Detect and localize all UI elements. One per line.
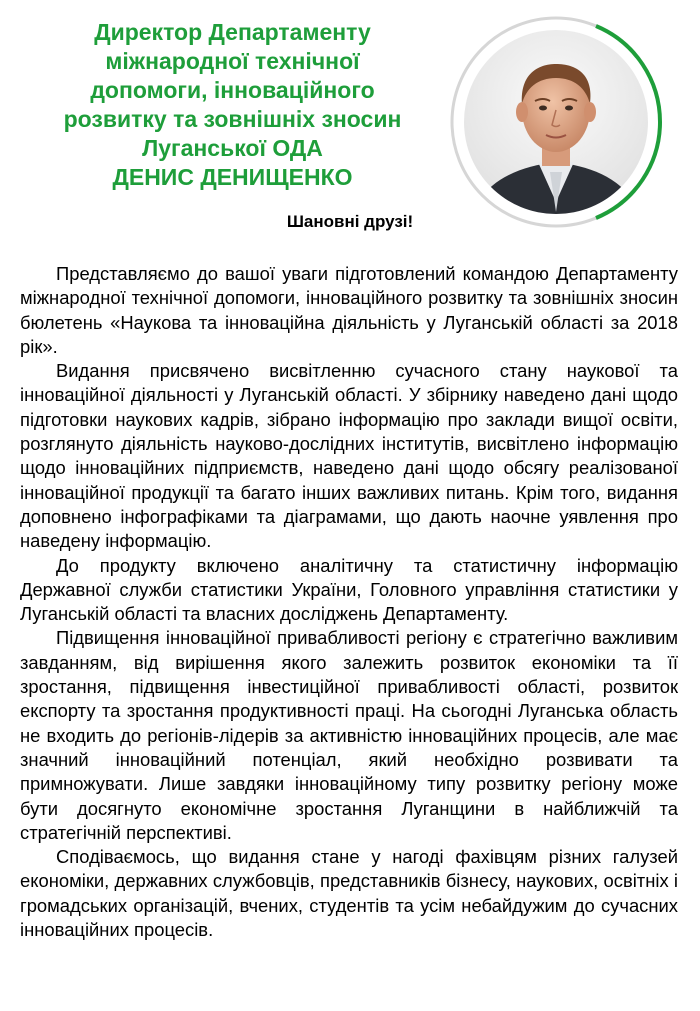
- paragraph: Сподіваємось, що видання стане у нагоді фахівцям різних галузей економіки, державних службовців, представників бізнесу, наукових, освітніх і громадських організацій, вчених, студентів та усім небайдужим до сучасних інноваційних процесів.: [20, 846, 678, 941]
- title-line: Луганської ОДА: [142, 135, 323, 161]
- portrait-graphic: [446, 12, 666, 232]
- paragraph: Видання присвячено висвітленню сучасного стану наукової та інноваційної діяльності у Луганській області. У збірнику наведено дані щодо підготовки наукових кадрів, зібрано інформацію про заклади вищої освіти, розглянуто діяльність науково-дослідних інститутів, висвітлено інформацію щодо інноваційних підприємств, наведено дані щодо обсягу реалізованої інноваційної продукції та багато інших важливих питань. Крім того, видання доповнено інфографіками та діаграмами, що дають наочне уявлення про наведену інформацію.: [20, 360, 678, 552]
- paragraph: Підвищення інноваційної привабливості регіону є стратегічно важливим завданням, від вирішення якого залежить розвиток економіки та її зростання, підвищення інвестиційної привабливості області, розвиток експорту та зростання продуктивності праці. На сьогодні Луганська область не входить до регіонів-лідерів за активністю інноваційних процесів, але має значний інноваційний потенціал, який необхідно розвивати та примножувати. Лише завдяки інноваційному типу розвитку регіону може бути досягнуто економічне зростання Луганщини в найближчій та стратегічній перспективі.: [20, 627, 678, 843]
- director-portrait: [446, 12, 666, 232]
- title-line: розвитку та зовнішніх зносин: [63, 106, 402, 132]
- letter-body: [20, 262, 678, 942]
- paragraph: Представляємо до вашої уваги підготовлений командою Департаменту міжнародної технічної допомоги, інноваційного розвитку та зовнішніх зносин бюлетень «Наукова та інноваційна діяльність у Луганській області за 2018 рік».: [20, 263, 678, 357]
- director-name: ДЕНИС ДЕНИЩЕНКО: [112, 164, 353, 190]
- title-line: Директор Департаменту: [94, 19, 371, 45]
- greeting: Шановні друзі!: [286, 212, 414, 231]
- paragraph: До продукту включено аналітичну та статистичну інформацію Державної служби статистики України, Головного управління статистики у Луганській області та власних досліджень Департаменту.: [20, 554, 678, 625]
- title-line: міжнародної технічної: [105, 48, 360, 74]
- page-title: [20, 18, 445, 192]
- title-line: допомоги, інноваційного: [90, 77, 375, 103]
